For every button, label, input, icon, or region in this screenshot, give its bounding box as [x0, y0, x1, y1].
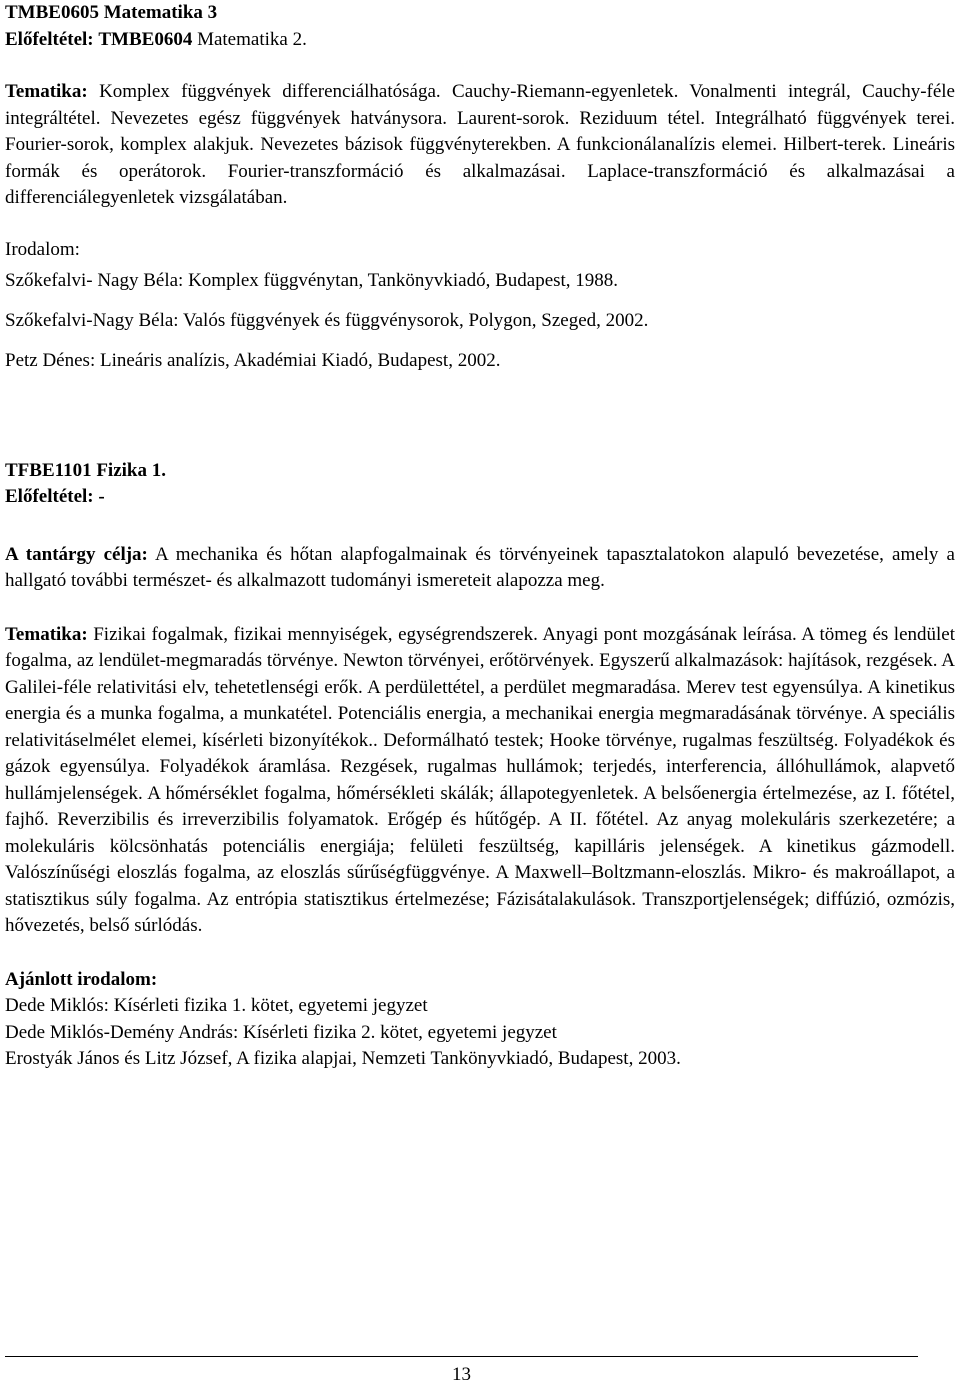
prerequisite-code: TMBE0604	[98, 28, 193, 50]
course-goal	[5, 542, 955, 595]
document-page	[5, 0, 955, 1073]
course-topics	[5, 79, 955, 212]
prerequisite-label: Előfeltétel:	[5, 28, 94, 50]
literature-item: Dede Miklós-Demény András: Kísérleti fizika 2. kötet, egyetemi jegyzet	[5, 1021, 557, 1043]
prerequisite-name: Matematika 2.	[197, 28, 307, 50]
course-prerequisite	[5, 27, 955, 54]
literature-item: Petz Dénes: Lineáris analízis, Akadémiai Kiadó, Budapest, 2002.	[5, 349, 501, 371]
course-prerequisite: Előfeltétel: -	[5, 486, 105, 507]
topics-text: Fizikai fogalmak, fizikai mennyiségek, egységrendszerek. Anyagi pont mozgásának leírása. A tömeg és lendület fogalma, az lendület-megmaradás törvénye. Newton törvényei, erőtörvények. Egyszerű alkalmazások: hajítások, rezgések. A Galilei-féle relativitási elv, tehetetlenségi erők. A perdülettétel, a perdület megmaradása. Merev test egyensúlya. A kinetikus energia és a munka fogalma, a munkatétel. Potenciális energia, a mechanikai energia megmaradásának törvénye. A speciális relativitáselmélet elemei, kísérleti bizonyítékok.. Deformálható testek; Hooke törvénye, rugalmas feszültség. Folyadékok és gázok egyensúlya. Folyadékok áramlása. Rezgések, rugalmas hullámok; terjedés, interferencia, állóhullámok, alapvető hullámjelenségek. A hőmérséklet fogalma, hőmérsékleti skálák; állapotegyenletek. A belsőenergia értelmezése, az I. főtétel, fajhő. Reverzibilis és irreverzibilis folyamatok. Erőgép és hűtőgép. A II. főtétel. Az anyag molekuláris szerkezetére; a molekuláris kölcsönhatás potenciális energiája; felületi feszültség, kapilláris jelenségek. A kinetikus gázmodell. Valószínűségi eloszlás fogalma, az eloszlás sűrűségfüggvénye. A Maxwell–Boltzmann-eloszlás. Mikro- és makroállapot, a statisztikus súly fogalma. Az entrópia statisztikus értelmezése; Fázisátalakulások. Transzportjelenségek; diffúzió, ozmózis, hővezetés, belső súrlódás.	[5, 623, 955, 936]
topics-label: Tematika:	[5, 623, 88, 645]
goal-label: A tantárgy célja:	[5, 543, 148, 565]
literature-item: Dede Miklós: Kísérleti fizika 1. kötet, egyetemi jegyzet	[5, 995, 428, 1016]
literature-item: Szőkefalvi-Nagy Béla: Valós függvények és függvénysorok, Polygon, Szeged, 2002.	[5, 309, 649, 331]
literature-item: Szőkefalvi- Nagy Béla: Komplex függvénytan, Tankönyvkiadó, Budapest, 1988.	[5, 269, 619, 291]
literature-label: Ajánlott irodalom:	[5, 968, 158, 990]
topics-label: Tematika:	[5, 81, 88, 102]
literature-label: Irodalom:	[5, 238, 80, 260]
literature-item: Erostyák János és Litz József, A fizika alapjai, Nemzeti Tankönyvkiadó, Budapest, 2003.	[5, 1048, 681, 1069]
course-code-title: TFBE1101 Fizika 1.	[5, 459, 166, 481]
course-fizika-1	[5, 458, 955, 1073]
topics-text: Komplex függvények differenciálhatósága. Cauchy-Riemann-egyenletek. Vonalmenti integrál, Cauchy-féle integráltétel. Nevezetes egész függvények hatványsora. Laurent-sorok. Reziduum tétel. Integrálható függvények terei. Fourier-sorok, komplex alakjuk. Nevezetes bázisok függvényterekben. A funkcionálanalízis elemei. Hilbert-terek. Lineáris formák és operátorok. Fourier-transzformáció és alkalmazásai. Laplace-transzformáció és alkalmazásai a differenciálegyenletek vizsgálatában.	[5, 81, 955, 208]
course-topics	[5, 622, 955, 940]
goal-text: A mechanika és hőtan alapfogalmainak és törvényeinek tapasztalatokon alapuló bevezetése, amely a hallgató további természet- és alkalmazott tudományi ismereteit alapozza meg.	[5, 543, 955, 591]
course-matematika-3	[5, 0, 955, 376]
page-number: 13	[452, 1364, 471, 1385]
course-code-title: TMBE0605 Matematika 3	[5, 2, 218, 23]
footer-rule	[5, 1356, 918, 1357]
